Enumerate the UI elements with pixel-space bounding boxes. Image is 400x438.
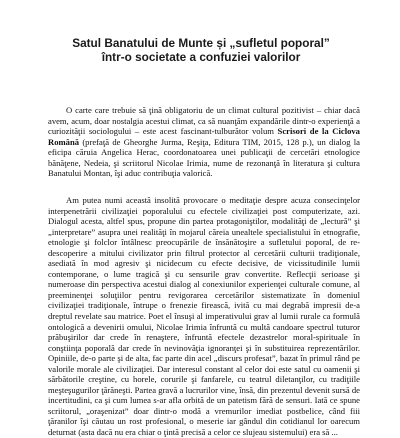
paragraph-1-rest: (prefaţă de Gheorghe Jurma, Reşiţa, Editura TIM, 2015, 128 p.), un dialog la eficipa căruia Angelica Herac, coordonatoarea unei publicaţii de cercetări etnologice bănăţene, Nedeia, şi scriitorul Nicolae Irimia, nume de rezonanţă în literatura şi cultura Banatului Montan, îşi aduc contribuţia valorică. [48,136,360,179]
paragraph-2: Am putea numi această insolită provocare o meditaţie despre acuza consecinţelor interpenetrării civilizaţiei poporalului cu efectele civilizaţiei post computerizate, azi. Dialogul acesta, altfel spus, propune din partea protagoniştilor, modalităţi de „lectură” şi „interpretare” asupra unei realităţi în mojarul căreia unealtele specialistului în etnografie, etnologie şi folclor întâlnesc preocupările de însănătoşire a sufletului poporal, de re-descoperire a mitului civilizator prin filtrul protector al cercetării culturii tradiţionale, asediată în mod agresiv şi nicidecum cu efecte decisive, de vicissitudinile lumii contemporane, o lume tragică şi cu sensurile grav convertite. Reflecţii serioase şi numeroase din perspectiva acestui dialog al conexiunilor experienţei culturale comune, al preeminenţei soluţiilor pentru revigorarea cercetărilor sistematizate în domeniul civilizaţiei tradiţionale, întrupe o frenezie firească, ivită cu mai degrabă impresii de-a dreptul revelate sau matrice. Poet el însuşi al imperativului grav al lumii rurale ca formulă ontologică a devenirii omului, Nicolae Irimia înfruntă cu multă candoare spectrul tuturor prăbuşirilor dar crede în renaştere, înfruntă efectele dezastrelor moral-spirituale în conştiinţa poporală dar crede în nevinovăţia ignoranţei şi în substituirea reprezentărilor. Opiniile, de-o parte şi de alta, fac parte din acel „discurs profesat”, bazat în primul rând pe valorile morale ale civilizaţiei. Dar interesul constant al celor doi este satul cu oamenii şi sărbătorile creştine, cu horele, corurile şi fanfarele, cu teatrul diletanţilor, cu tradiţiile meşteşugurilor ţărăneşti. Partea gravă a lucrurilor vine, însă, din prezentul devenit sursă de incertitudini, ca şi cum lumea s-ar afla orbită de un patetism fără de sensuri. Iată ce spune scriitorul, „oraşenizat” doar dintr-o modă a vremurilor imediat postbelice, când fiii ţăranilor îşi căutau un rost profesional, o meserie iar gândul din cotidianul lor oarecum deturnat (asta dacă nu era chiar o ţintă precisă a celor ce slujeau sistemului) era să ... [48,195,360,438]
book-title: Scrisori de la Ciclova Română [48,126,360,147]
document-title-line-1: Satul Banatului de Munte și „sufletul poporal” [72,36,330,50]
paragraph-1-intro: O carte care trebuie să ţină obligatoriu de un climat cultural pozitivist – chiar dacă avem, acum, doar nostalgia acestui climat, ca să nuanţăm expandările dintr-o experienţă a curiozităţii sociologului – este acest fascinant-tulburător volum [48,105,360,137]
document-title-line-2: într-o societate a confuziei valorilor [101,50,301,64]
paragraph-1 [48,105,360,189]
